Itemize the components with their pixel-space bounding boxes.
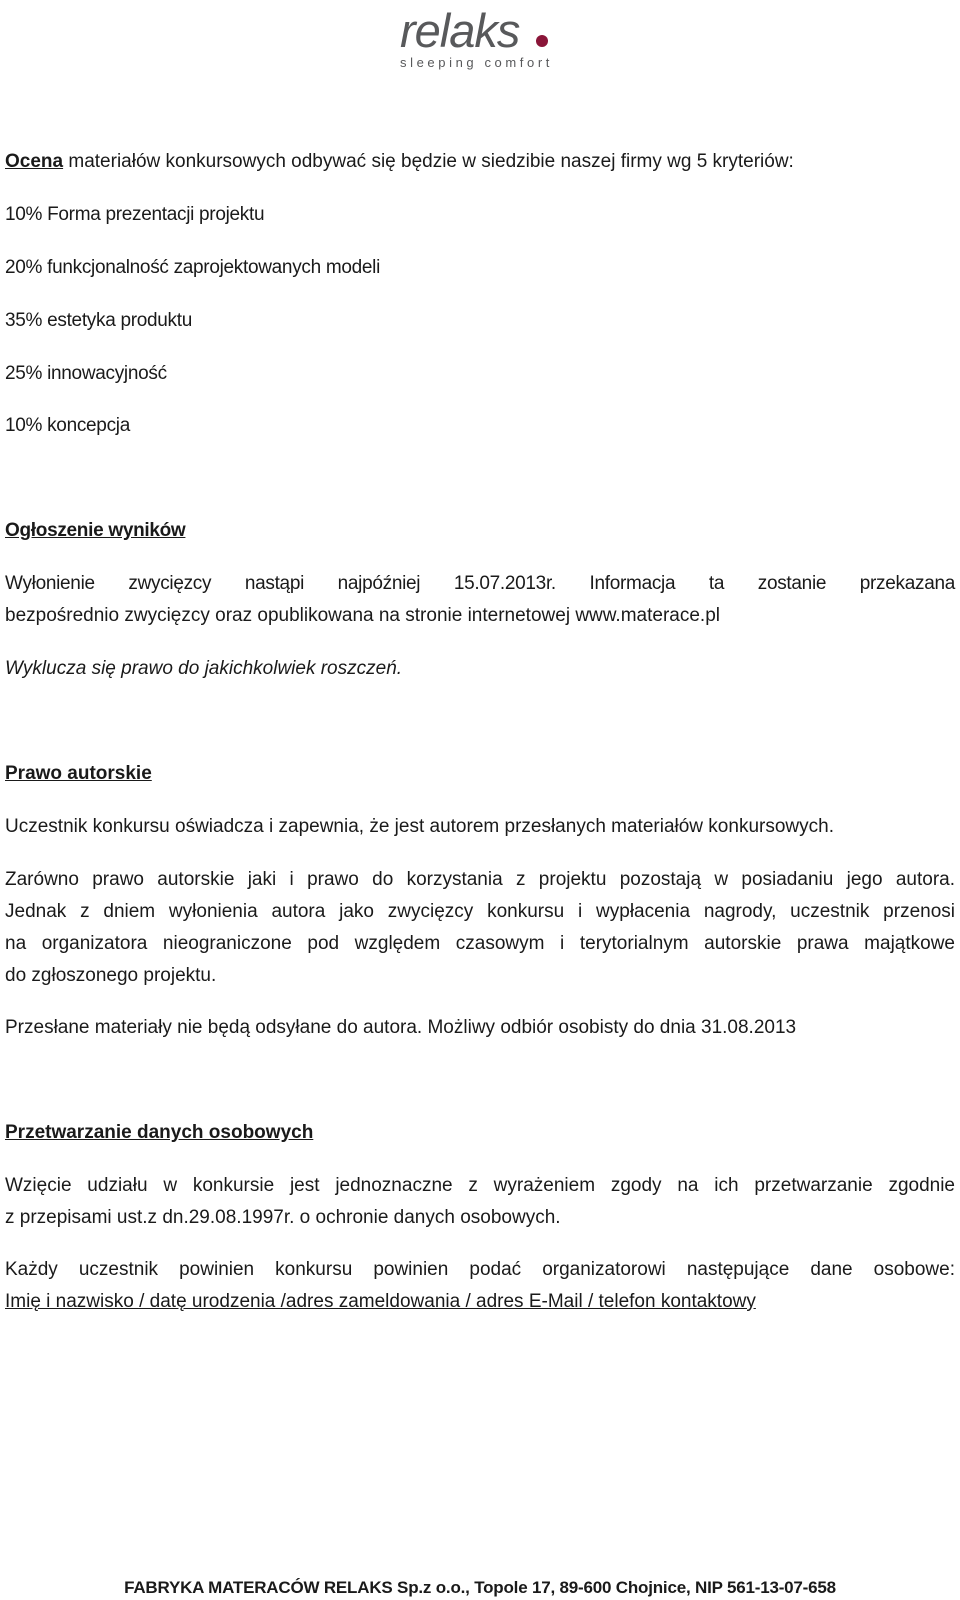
criterion-item: 20% funkcjonalność zaprojektowanych modeli — [5, 257, 381, 278]
evaluation-lead-word: Ocena — [5, 151, 64, 172]
criterion-item: 10% koncepcja — [5, 415, 130, 436]
criterion-item: 10% Forma prezentacji projektu — [5, 204, 265, 225]
data-processing-paragraph-line: Wzięcie udziału w konkursie jest jednoznaczne z wyrażeniem zgody na ich przetwarzanie zgodnie — [5, 1175, 955, 1196]
copyright-paragraph-line: do zgłoszonego projektu. — [5, 965, 217, 986]
copyright-paragraph: Uczestnik konkursu oświadcza i zapewnia, że jest autorem przesłanych materiałów konkursowych. — [5, 816, 834, 837]
results-paragraph-line: Wyłonienie zwycięzcy nastąpi najpóźniej 15.07.2013r. Informacja ta zostanie przekazana — [5, 573, 955, 594]
evaluation-intro — [5, 150, 955, 174]
copyright-paragraph-line: Zarówno prawo autorskie jaki i prawo do korzystania z projektu pozostają w posiadaniu jego autora. — [5, 869, 955, 890]
logo-tagline: sleeping comfort — [400, 55, 553, 70]
evaluation-intro-rest: materiałów konkursowych odbywać się będzie w siedzibie naszej firmy wg 5 kryteriów: — [63, 151, 794, 172]
logo-dot — [536, 35, 548, 47]
results-heading: Ogłoszenie wyników — [5, 520, 186, 541]
required-data-list: Imię i nazwisko / datę urodzenia /adres zameldowania / adres E-Mail / telefon kontaktowy — [5, 1291, 756, 1312]
company-footer: FABRYKA MATERACÓW RELAKS Sp.z o.o., Topole 17, 89-600 Chojnice, NIP 561-13-07-658 — [124, 1578, 836, 1597]
copyright-paragraph-line: na organizatora nieograniczone pod względem czasowym i terytorialnym autorskie prawa majątkowe — [5, 933, 955, 954]
company-logo — [400, 6, 570, 72]
criterion-item: 25% innowacyjność — [5, 363, 167, 384]
materials-return-note: Przesłane materiały nie będą odsyłane do autora. Możliwy odbiór osobisty do dnia 31.08.2013 — [5, 1017, 797, 1038]
data-processing-heading: Przetwarzanie danych osobowych — [5, 1122, 314, 1143]
claims-exclusion-note: Wyklucza się prawo do jakichkolwiek roszczeń. — [5, 658, 403, 679]
results-paragraph-line: bezpośrednio zwycięzcy oraz opublikowana na stronie internetowej www.materace.pl — [5, 605, 720, 626]
copyright-paragraph-line: Jednak z dniem wyłonienia autora jako zwycięzcy konkursu i wypłacenia nagrody, uczestnik przenosi — [5, 901, 955, 922]
data-processing-paragraph-line: z przepisami ust.z dn.29.08.1997r. o ochronie danych osobowych. — [5, 1207, 561, 1228]
criterion-item: 35% estetyka produktu — [5, 310, 192, 331]
copyright-heading: Prawo autorskie — [5, 763, 152, 784]
logo-wordmark: relaks — [400, 4, 520, 57]
required-data-paragraph-line: Każdy uczestnik powinien konkursu powinien podać organizatorowi następujące dane osobowe: — [5, 1259, 955, 1280]
